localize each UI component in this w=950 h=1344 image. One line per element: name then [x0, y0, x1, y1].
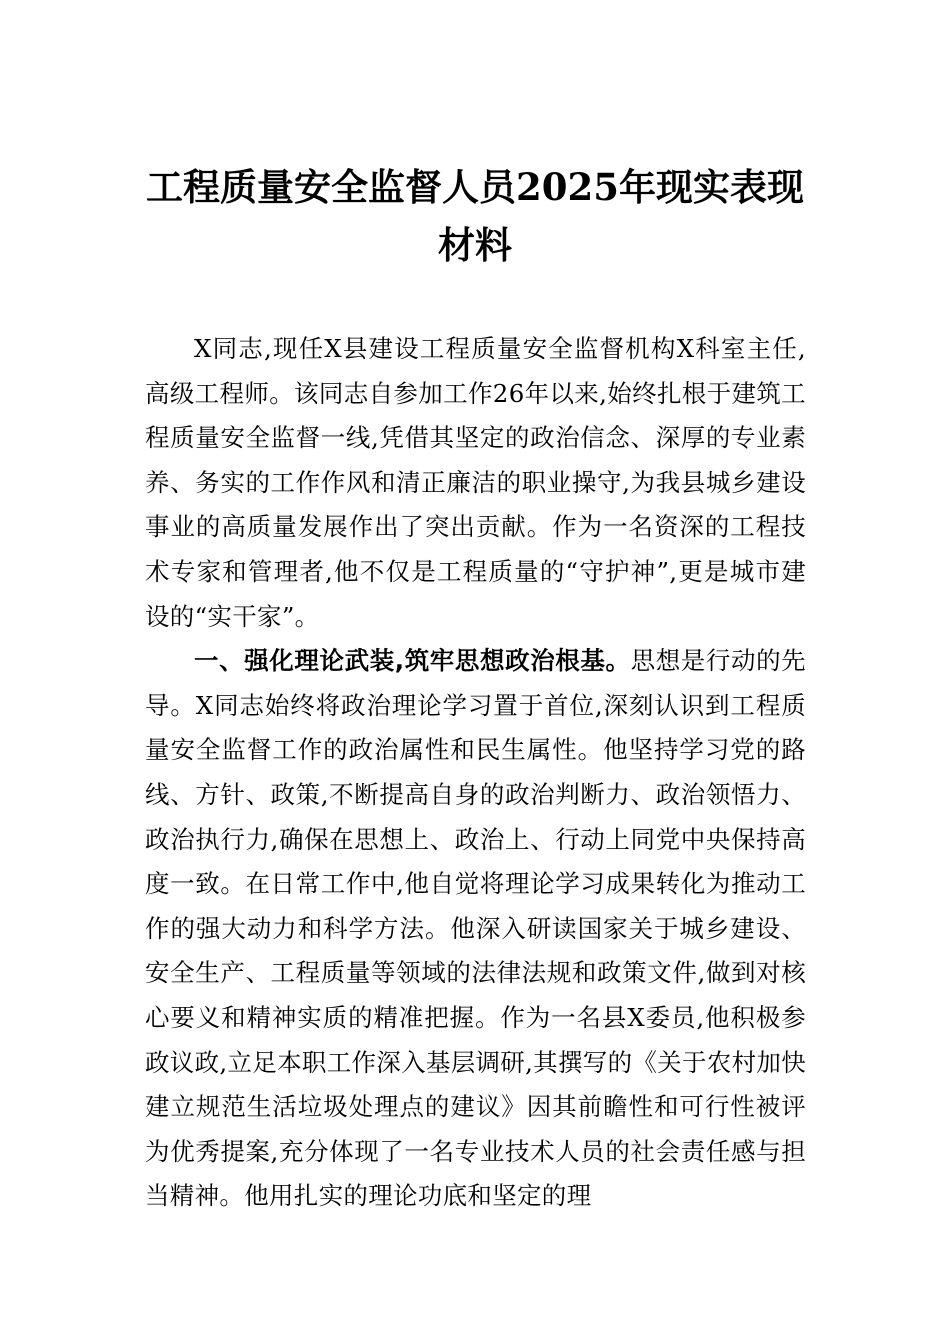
document-body — [145, 327, 806, 1219]
section-one-paragraph — [145, 639, 806, 1219]
document-title: 工程质量安全监督人员2025年现实表现材料 — [146, 165, 804, 267]
section-one-heading: 一、强化理论武装,筑牢思想政治根基。 — [194, 646, 631, 676]
intro-paragraph — [145, 327, 806, 639]
intro-paragraph-text: X同志,现任X县建设工程质量安全监督机构X科室主任,高级工程师。该同志自参加工作26年以来,始终扎根于建筑工程质量安全监督一线,凭借其坚定的政治信念、深厚的专业素养、务实的工作作风和清正廉洁的职业操守,为我县城乡建设事业的高质量发展作出了突出贡献。作为一名资深的工程技术专家和管理者,他不仅是工程质量的“守护神”,更是城市建设的“实干家”。 — [145, 334, 806, 631]
section-one-text: 思想是行动的先导。X同志始终将政治理论学习置于首位,深刻认识到工程质量安全监督工作的政治属性和民生属性。他坚持学习党的路线、方针、政策,不断提高自身的政治判断力、政治领悟力、政治执行力,确保在思想上、政治上、行动上同党中央保持高度一致。在日常工作中,他自觉将理论学习成果转化为推动工作的强大动力和科学方法。他深入研读国家关于城乡建设、安全生产、工程质量等领域的法律法规和政策文件,做到对核心要义和精神实质的精准把握。作为一名县X委员,他积极参政议政,立足本职工作深入基层调研,其撰写的《关于农村加快建立规范生活垃圾处理点的建议》因其前瞻性和可行性被评为优秀提案,充分体现了一名专业技术人员的社会责任感与担当精神。他用扎实的理论功底和坚定的理 — [145, 646, 806, 1211]
